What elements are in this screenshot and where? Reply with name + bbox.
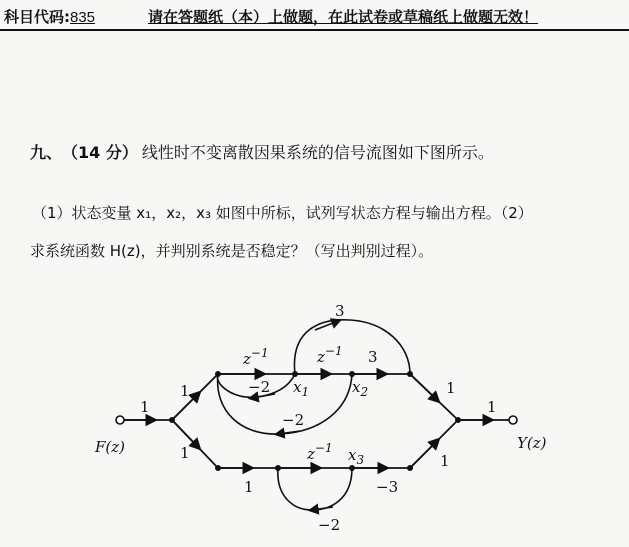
output-label: Y(z) <box>517 434 547 452</box>
state-x2-base: x <box>352 378 361 396</box>
question-part2: 求系统函数 H(z)，并判别系统是否稳定？（写出判别过程）。 <box>30 242 434 260</box>
node-x1 <box>292 371 298 377</box>
state-x2-sub: 2 <box>360 385 369 399</box>
gain-delay2 <box>316 344 343 366</box>
node-upper-left <box>215 371 221 377</box>
gain-upper-output: 1 <box>446 379 456 397</box>
subject-code: 835 <box>70 9 96 26</box>
question-part1: （1）状态变量 x₁，x₂，x₃ 如图中所标，试列写状态方程与输出方程。（2） <box>32 204 533 222</box>
state-x3-sub: 3 <box>356 453 365 467</box>
gain-upper-forward: 3 <box>368 348 378 366</box>
node-output-sum <box>455 417 461 423</box>
input-label: F(z) <box>95 438 126 456</box>
gain-delay1-base: z <box>243 350 251 368</box>
state-x3 <box>348 446 364 467</box>
node-lower-mid <box>275 465 281 471</box>
state-x1-sub: 1 <box>301 385 310 399</box>
gain-lower-gain: −3 <box>376 478 399 496</box>
gain-feedback3: −2 <box>318 516 341 534</box>
arrow-upper-output <box>410 374 437 400</box>
arrow-lower-split <box>172 420 198 447</box>
question-points: （14 分） <box>70 143 138 162</box>
subject-label: 科目代码: <box>4 8 70 26</box>
gain-feedback1: −2 <box>248 378 271 396</box>
branch-feedforward-top <box>294 320 410 374</box>
node-x2 <box>349 371 355 377</box>
node-lower-left <box>215 465 221 471</box>
question-number: 九、 <box>30 143 63 162</box>
gain-output: 1 <box>487 398 497 416</box>
gain-delay1 <box>242 346 269 368</box>
node-x3 <box>349 465 355 471</box>
state-x2 <box>352 378 368 399</box>
arrow-lower-output <box>410 441 437 468</box>
gain-feedforward-top: 3 <box>335 302 345 320</box>
gain-lower-forward: 1 <box>244 478 254 496</box>
gain-delay2-base: z <box>317 348 325 366</box>
gain-delay3 <box>306 441 333 463</box>
question-description: 线性时不变离散因果系统的信号流图如下图所示。 <box>141 143 494 162</box>
input-terminal <box>116 416 124 424</box>
state-x3-base: x <box>348 446 357 464</box>
node-upper-right <box>407 371 413 377</box>
gain-lower-output: 1 <box>440 452 450 470</box>
gain-delay1-exp: −1 <box>250 346 269 360</box>
gain-feedback2: −2 <box>282 411 305 429</box>
node-input-split <box>169 417 175 423</box>
gain-lower-branch: 1 <box>180 444 190 462</box>
gain-delay2-exp: −1 <box>324 344 343 358</box>
output-terminal <box>509 416 517 424</box>
gain-delay3-exp: −1 <box>314 441 333 455</box>
node-lower-right <box>407 465 413 471</box>
state-x1-base: x <box>293 378 302 396</box>
branch-feedback3 <box>278 468 352 510</box>
gain-input: 1 <box>140 398 150 416</box>
gain-upper-branch: 1 <box>180 382 190 400</box>
gain-delay3-base: z <box>307 445 315 463</box>
answer-notice: 请在答题纸（本）上做题，在此试卷或草稿纸上做题无效！ <box>148 8 539 26</box>
state-x1 <box>293 378 309 399</box>
